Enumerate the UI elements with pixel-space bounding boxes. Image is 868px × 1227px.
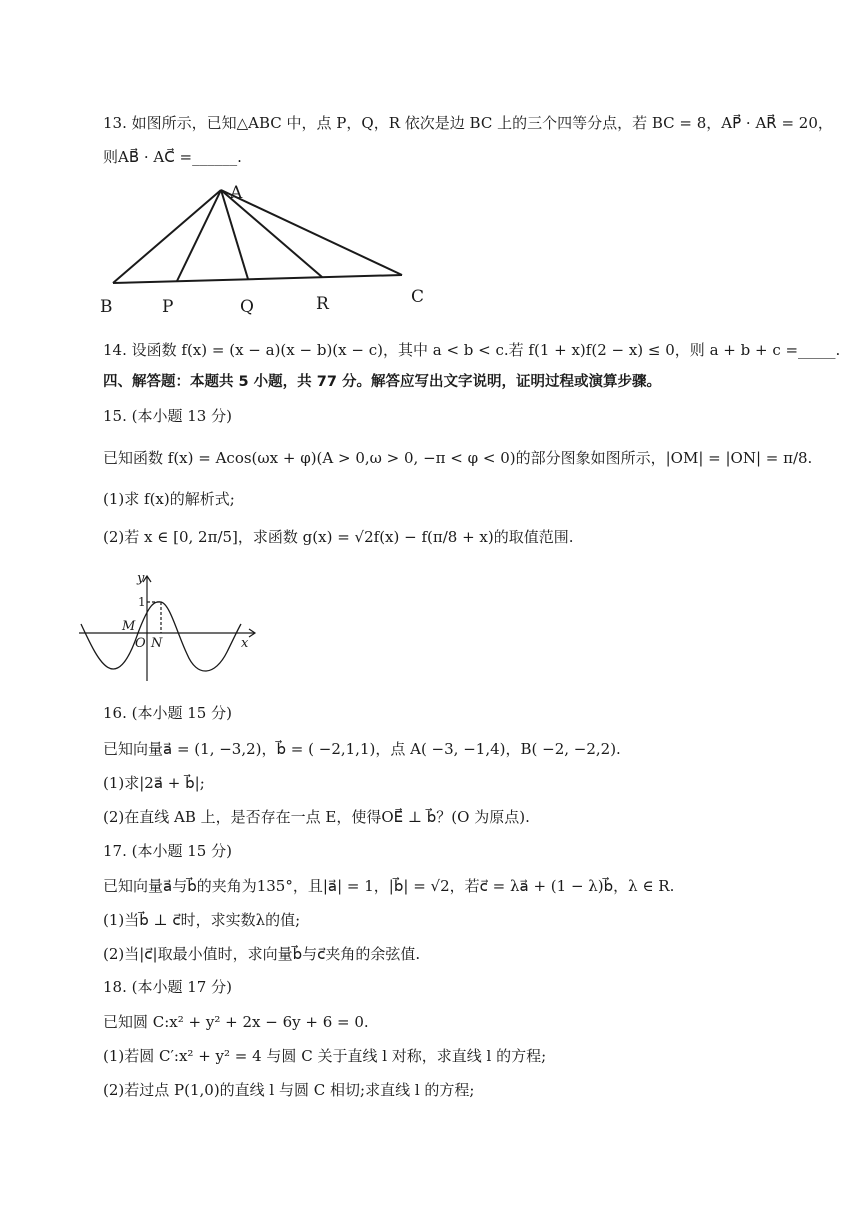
graph-label-N: N xyxy=(151,636,163,651)
q15-cosine-graph xyxy=(75,566,265,686)
q15-stem: 已知函数 f(x) = Acos(ωx + φ)(A > 0,ω > 0, −π < φ < 0)的部分图象如图所示，|OM| = |ON| = π/8. xyxy=(103,449,813,467)
q14-text: 14. 设函数 f(x) = (x − a)(x − b)(x − c)，其中 a < b < c.若 f(1 + x)f(2 − x) ≤ 0，则 a + b + c =_____. xyxy=(103,341,841,359)
q17-header: 17. (本小题 15 分) xyxy=(103,842,232,860)
q18-part1: (1)若圆 C′:x² + y² = 4 与圆 C 关于直线 l 对称，求直线 l 的方程; xyxy=(103,1047,547,1065)
q17-stem: 已知向量a⃗与b⃗的夹角为135°，且|a⃗| = 1，|b⃗| = √2，若c⃗ = λa⃗ + (1 − λ)b⃗，λ ∈ R. xyxy=(103,877,675,895)
segment-AC xyxy=(221,190,402,275)
segment-AQ xyxy=(221,190,248,279)
q15-part1: (1)求 f(x)的解析式; xyxy=(103,490,235,508)
q17-part1: (1)当b⃗ ⊥ c⃗时，求实数λ的值; xyxy=(103,911,301,929)
q18-part2: (2)若过点 P(1,0)的直线 l 与圆 C 相切;求直线 l 的方程; xyxy=(103,1081,475,1099)
q16-part2: (2)在直线 AB 上，是否存在一点 E，使得OE⃗ ⊥ b⃗？(O 为原点). xyxy=(103,808,530,826)
graph-label-O: O xyxy=(135,636,146,651)
q13-text-line1: 13. 如图所示，已知△ABC 中，点 P，Q，R 依次是边 BC 上的三个四等分点，若 BC = 8，AP⃗ · AR⃗ = 20， xyxy=(103,114,833,132)
q16-stem: 已知向量a⃗ = (1, −3,2)，b⃗ = ( −2,1,1)，点 A( −3, −1,4)，B( −2, −2,2). xyxy=(103,740,621,758)
q16-header: 16. (本小题 15 分) xyxy=(103,704,232,722)
segment-AB xyxy=(113,190,221,283)
q13-triangle-figure xyxy=(100,180,440,320)
label-R: R xyxy=(316,294,329,314)
label-B: B xyxy=(100,297,113,317)
q18-header: 18. (本小题 17 分) xyxy=(103,978,232,996)
label-Q: Q xyxy=(240,297,254,317)
q15-part2: (2)若 x ∈ [0, 2π/5]，求函数 g(x) = √2f(x) − f(π/8 + x)的取值范围. xyxy=(103,528,574,546)
q18-stem: 已知圆 C:x² + y² + 2x − 6y + 6 = 0. xyxy=(103,1013,369,1031)
q13-text-line2: 则AB⃗ · AC⃗ =______. xyxy=(103,148,242,166)
q17-part2: (2)当|c⃗|取最小值时，求向量b⃗与c⃗夹角的余弦值. xyxy=(103,945,421,963)
section-heading: 四、解答题：本题共 5 小题，共 77 分。解答应写出文字说明，证明过程或演算步骤。 xyxy=(103,374,661,390)
label-A: A xyxy=(230,183,243,203)
q16-part1: (1)求|2a⃗ + b⃗|; xyxy=(103,774,205,792)
label-C: C xyxy=(411,287,425,307)
graph-label-M: M xyxy=(122,619,136,634)
segment-AP xyxy=(177,190,221,281)
label-P: P xyxy=(162,297,174,317)
graph-label-1: 1 xyxy=(138,595,146,609)
segment-AR xyxy=(221,190,322,277)
graph-label-x: x xyxy=(241,636,249,651)
segment-BC xyxy=(113,275,402,283)
graph-label-y: y xyxy=(137,571,145,586)
q15-header: 15. (本小题 13 分) xyxy=(103,407,232,425)
